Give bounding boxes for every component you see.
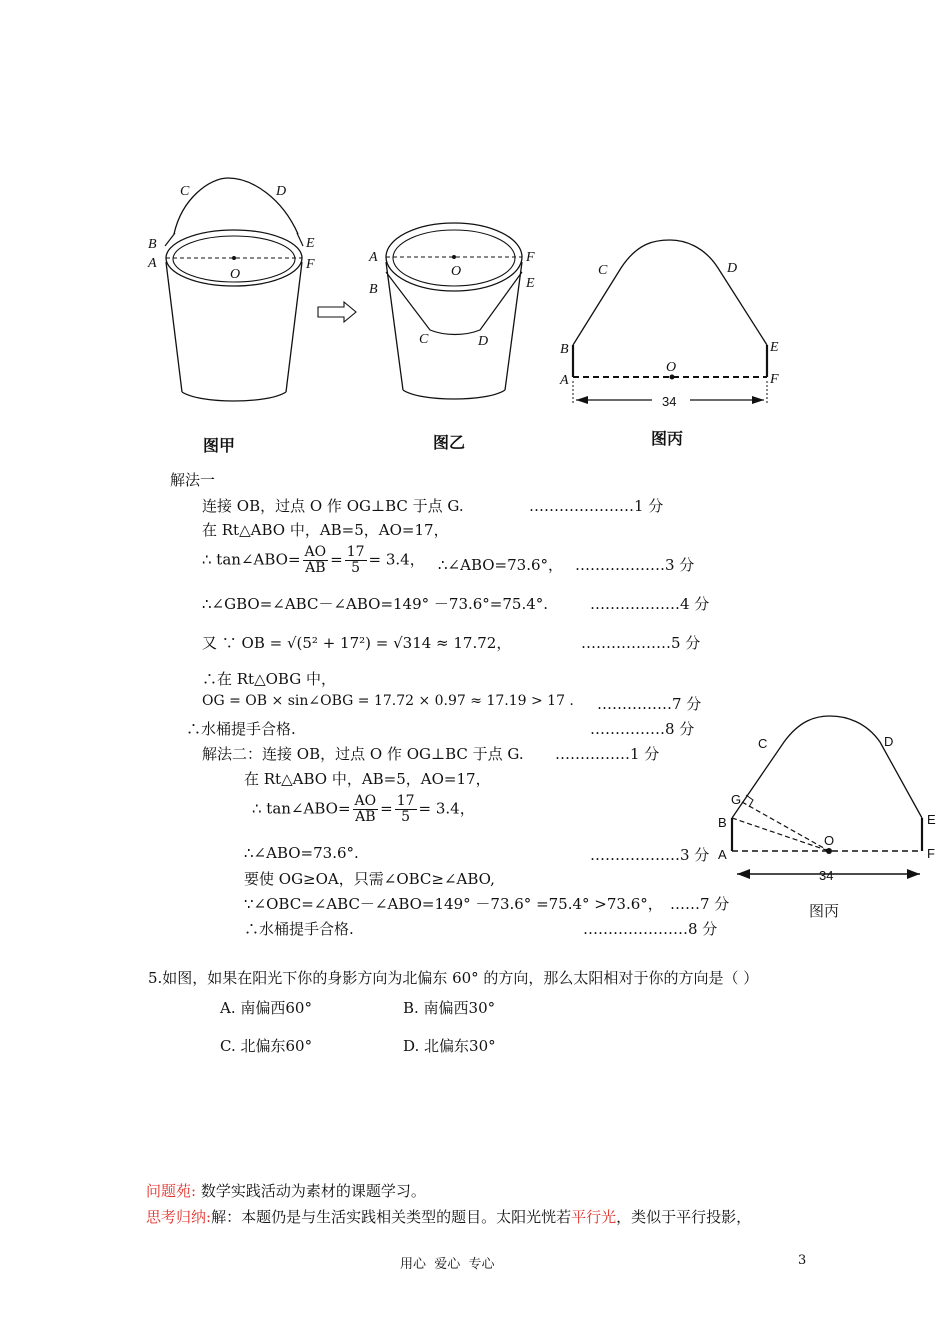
fig-bing-label-o: O bbox=[666, 360, 677, 375]
solution2-line3: ∴ tan∠ABO= $\frac{AO}{AB}$ = $\frac{17}{5}$ = 3.4， bbox=[252, 793, 475, 825]
fig-yi-label-f: F bbox=[526, 250, 535, 265]
solution2-line1: 解法二：连接 OB，过点 O 作 OG⊥BC 于点 G. bbox=[202, 745, 524, 763]
fraction-17-5: $\frac{17}{5}$ bbox=[346, 544, 365, 576]
question5-option-c: C. 北偏东60° bbox=[220, 1037, 313, 1055]
note-summary-text2: ，类似于平行投影， bbox=[616, 1208, 752, 1226]
note-summary-text1: 解：本题仍是与生活实践相关类型的题目。太阳光恍若 bbox=[211, 1208, 572, 1226]
note-summary-highlight: 平行光 bbox=[571, 1208, 617, 1226]
fig-jia-label-a: A bbox=[148, 256, 157, 271]
fig-bing-label-e: E bbox=[770, 340, 779, 355]
solution2-line6: ∵∠OBC=∠ABC－∠ABO=149° －73.6° =75.4° >73.6°， bbox=[244, 895, 663, 913]
solution1-line3-value: = 3.4， bbox=[368, 550, 425, 569]
fig-bing2-label-f: F bbox=[927, 846, 935, 861]
fig-bing2-label-c: C bbox=[758, 736, 768, 751]
question5-stem: 5.如图，如果在阳光下你的身影方向为北偏东 60° 的方向，那么太阳相对于你的方向是（ ） bbox=[148, 969, 759, 987]
footer-page-number: 3 bbox=[798, 1253, 807, 1268]
solution1-line3: ∴ tan∠ABO= $\frac{AO}{AB}$ = $\frac{17}{5}$ = 3.4， bbox=[202, 544, 425, 576]
fig-yi-label-c: C bbox=[419, 332, 429, 347]
solution1-line1: 连接 OB，过点 O 作 OG⊥BC 于点 G. bbox=[202, 497, 464, 515]
question5-option-d: D. 北偏东30° bbox=[403, 1037, 496, 1055]
solution2-line3-value: = 3.4， bbox=[418, 799, 475, 818]
fig-bing2-label-g: G bbox=[731, 792, 742, 807]
note-question-text: 数学实践活动为素材的课题学习。 bbox=[200, 1182, 426, 1200]
solution1-line6: ∴在 Rt△OBG 中， bbox=[202, 670, 336, 688]
fig-yi-label-o: O bbox=[451, 264, 462, 279]
solution1-line2: 在 Rt△ABO 中，AB=5，AO=17， bbox=[202, 521, 449, 539]
solution1-line3-score: ………………3 分 bbox=[575, 556, 695, 574]
fig-bing2-label-e: E bbox=[927, 812, 936, 827]
fig-yi-caption: 图乙 bbox=[433, 433, 466, 452]
solution1-line1-score: …………………1 分 bbox=[529, 497, 664, 515]
note-summary bbox=[146, 1206, 751, 1227]
fig-bing2-label-o: O bbox=[824, 833, 835, 848]
solution2-line7: ∴水桶提手合格. bbox=[244, 920, 354, 938]
fig-bing-label-a: A bbox=[560, 373, 569, 388]
fig-bing-caption: 图丙 bbox=[651, 429, 684, 448]
fraction-17-5-2: $\frac{17}{5}$ bbox=[396, 793, 415, 825]
fig-jia-label-b: B bbox=[148, 237, 157, 252]
fig-jia-label-c: C bbox=[180, 184, 190, 199]
fig-jia-label-f: F bbox=[306, 257, 315, 272]
fig-yi-label-b: B bbox=[369, 282, 378, 297]
solution1-title: 解法一 bbox=[170, 471, 216, 489]
fig-yi-label-a: A bbox=[369, 250, 378, 265]
fig-bing2-label-d: D bbox=[884, 734, 894, 749]
solution1-line3-prefix: ∴ tan∠ABO= bbox=[202, 550, 301, 569]
fig-bing2-caption: 图丙 bbox=[809, 902, 840, 920]
fig-bing-width-label: 34 bbox=[662, 394, 677, 409]
solution2-line3-prefix: ∴ tan∠ABO= bbox=[252, 799, 351, 818]
fig-bing-label-f: F bbox=[770, 372, 779, 387]
solution1-line8-score: ……………8 分 bbox=[590, 720, 695, 738]
fig-bing2-width-label: 34 bbox=[819, 868, 834, 883]
fig-jia-caption: 图甲 bbox=[203, 436, 236, 455]
solution1-line4: ∴∠GBO=∠ABC－∠ABO=149° －73.6°=75.4°. bbox=[202, 595, 549, 613]
question5-option-a: A. 南偏西60° bbox=[220, 999, 312, 1017]
fig-jia-label-e: E bbox=[306, 236, 315, 251]
solution1-line5-score: ………………5 分 bbox=[581, 634, 701, 652]
note-question-garden bbox=[146, 1180, 426, 1201]
solution1-line5: 又 ∵ OB = √(5² + 17²) = √314 ≈ 17.72， bbox=[202, 634, 512, 652]
solution1-line7-score: ……………7 分 bbox=[597, 695, 702, 713]
solution2-line2: 在 Rt△ABO 中，AB=5，AO=17， bbox=[244, 770, 491, 788]
solution1-line4-score: ………………4 分 bbox=[590, 595, 710, 613]
fig-bing-label-c: C bbox=[598, 263, 608, 278]
solution2-line5: 要使 OG≥OA，只需∠OBC≥∠ABO, bbox=[244, 870, 495, 888]
solution2-line7-score: …………………8 分 bbox=[583, 920, 718, 938]
solution1-line7: OG = OB × sin∠OBG = 17.72 × 0.97 ≈ 17.19 > 17 . bbox=[202, 693, 574, 709]
fraction-ao-ab: $\frac{AO}{AB}$ bbox=[304, 544, 327, 576]
fig-bing-label-d: D bbox=[727, 261, 738, 276]
fig-bing2-label-b: B bbox=[718, 815, 727, 830]
fig-jia-label-o: O bbox=[230, 267, 241, 282]
fig-jia-label-d: D bbox=[276, 184, 287, 199]
note-question-label: 问题苑: bbox=[146, 1182, 197, 1200]
footer-motto: 用心 爱心 专心 bbox=[400, 1257, 495, 1272]
solution2-line4: ∴∠ABO=73.6°. bbox=[244, 844, 359, 862]
fig-bing-label-b: B bbox=[560, 342, 569, 357]
solution2-line4-score: ………………3 分 bbox=[590, 846, 710, 864]
solution2-line6-score: ……7 分 bbox=[670, 895, 730, 913]
solution1-line3-angle: ∴∠ABO=73.6°， bbox=[438, 556, 564, 574]
note-summary-label: 思考归纳: bbox=[146, 1208, 212, 1226]
solution1-line8: ∴水桶提手合格. bbox=[186, 720, 296, 738]
fraction-ao-ab-2: $\frac{AO}{AB}$ bbox=[354, 793, 377, 825]
fig-yi-label-d: D bbox=[478, 334, 489, 349]
fig-yi-label-e: E bbox=[526, 276, 535, 291]
solution2-line1-score: ……………1 分 bbox=[555, 745, 660, 763]
fig-bing2-label-a: A bbox=[718, 847, 727, 862]
question5-option-b: B. 南偏西30° bbox=[403, 999, 496, 1017]
